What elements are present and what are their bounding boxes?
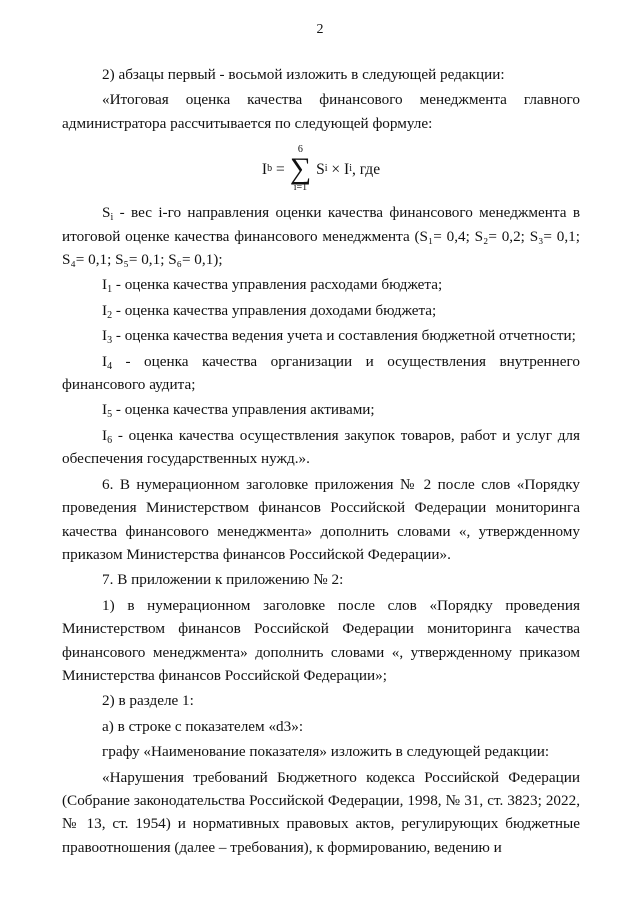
symbol-sub: 1 — [107, 284, 113, 296]
definition-s — [62, 201, 580, 271]
symbol-i: I — [102, 276, 108, 294]
paragraph-item-7-2: 2) в разделе 1: — [102, 692, 194, 710]
symbol-sub: 4 — [107, 360, 113, 372]
definition-i3 — [62, 324, 580, 347]
symbol-sub: 2 — [107, 309, 113, 321]
definition-text: - оценка качества управления активами; — [112, 401, 375, 419]
symbol-s: S — [102, 204, 111, 222]
definition-s-text: - вес i-го направления оценки качества финансового менеджмента в итоговой оценке качества финансового менеджмента (S₁= 0,4; S₂= 0,2; S₃= 0,1; S₄= 0,1; S₅= 0,1; S₆= 0,1); — [62, 204, 580, 269]
paragraph-item-6: 6. В нумерационном заголовке приложения № 2 после слов «Порядку проведения Министерством финансов Российской Федерации мониторинга качества финансового менеджмента» дополнить словами «, утвержденному приказом Министерства финансов Российской Федерации». — [62, 475, 580, 563]
page-number: 2 — [316, 22, 324, 37]
paragraph-new-wording: «Нарушения требований Бюджетного кодекса Российской Федерации (Собрание законодательства Российской Федерации, 1998, № 31, ст. 3823; 2022, № 13, ст. 1954) и нормативных правовых актов, регулирующих бюджетные правоотношения (далее – требования), к формированию, ведению и — [62, 768, 580, 856]
symbol-sub: 3 — [107, 335, 113, 347]
definition-i5 — [62, 398, 580, 421]
symbol-sub: 6 — [107, 434, 113, 446]
formula-suffix: , где — [351, 160, 381, 178]
document-body — [62, 63, 580, 861]
symbol-sub: 5 — [107, 409, 113, 421]
sigma-icon: ∑ — [289, 152, 312, 186]
paragraph-formula-intro: «Итоговая оценка качества финансового менеджмента главного администратора рассчитывается по следующей формуле: — [62, 91, 580, 132]
paragraph-item-7-2a: а) в строке с показателем «d3»: — [102, 717, 304, 735]
formula: I b = 6 ∑ i=1 S i × I i , где — [261, 144, 381, 194]
formula-term2: I — [344, 160, 350, 178]
symbol-i: I — [102, 352, 108, 370]
summation-symbol — [290, 145, 311, 193]
sum-lower-limit: i=1 — [293, 182, 308, 194]
definition-text: - оценка качества управления расходами бюджета; — [112, 276, 443, 294]
paragraph-column-name: графу «Наименование показателя» изложить в следующей редакции: — [102, 743, 550, 761]
symbol-s-sub: i — [110, 212, 114, 224]
symbol-i: I — [102, 426, 108, 444]
definition-text: - оценка качества ведения учета и составления бюджетной отчетности; — [112, 327, 576, 345]
paragraph-amendment-intro: 2) абзацы первый - восьмой изложить в следующей редакции: — [102, 66, 505, 83]
sum-upper-limit: 6 — [297, 144, 303, 156]
symbol-i: I — [102, 301, 108, 319]
formula-lhs: I — [261, 160, 268, 178]
definition-text: - оценка качества организации и осуществления внутреннего финансового аудита; — [62, 352, 580, 394]
definition-text: - оценка качества осуществления закупок товаров, работ и услуг для обеспечения государственных нужд.». — [62, 426, 580, 468]
paragraph-item-7-1: 1) в нумерационном заголовке после слов «Порядку проведения Министерством финансов Российской Федерации мониторинга качества финансового менеджмента» дополнить словами «, утвержденному приказом Министерства финансов Российской Федерации»; — [62, 596, 580, 684]
definition-i2 — [62, 299, 580, 322]
paragraph-item-7: 7. В приложении к приложению № 2: — [102, 571, 344, 589]
symbol-i: I — [102, 327, 108, 345]
formula-equals: = — [275, 160, 285, 178]
formula-term: S — [316, 160, 325, 178]
definition-i1 — [62, 273, 580, 296]
definition-i6 — [62, 424, 580, 471]
symbol-i: I — [102, 401, 108, 419]
formula-times: × — [331, 160, 341, 178]
definition-i4 — [62, 350, 580, 397]
definition-text: - оценка качества управления доходами бюджета; — [112, 301, 437, 319]
